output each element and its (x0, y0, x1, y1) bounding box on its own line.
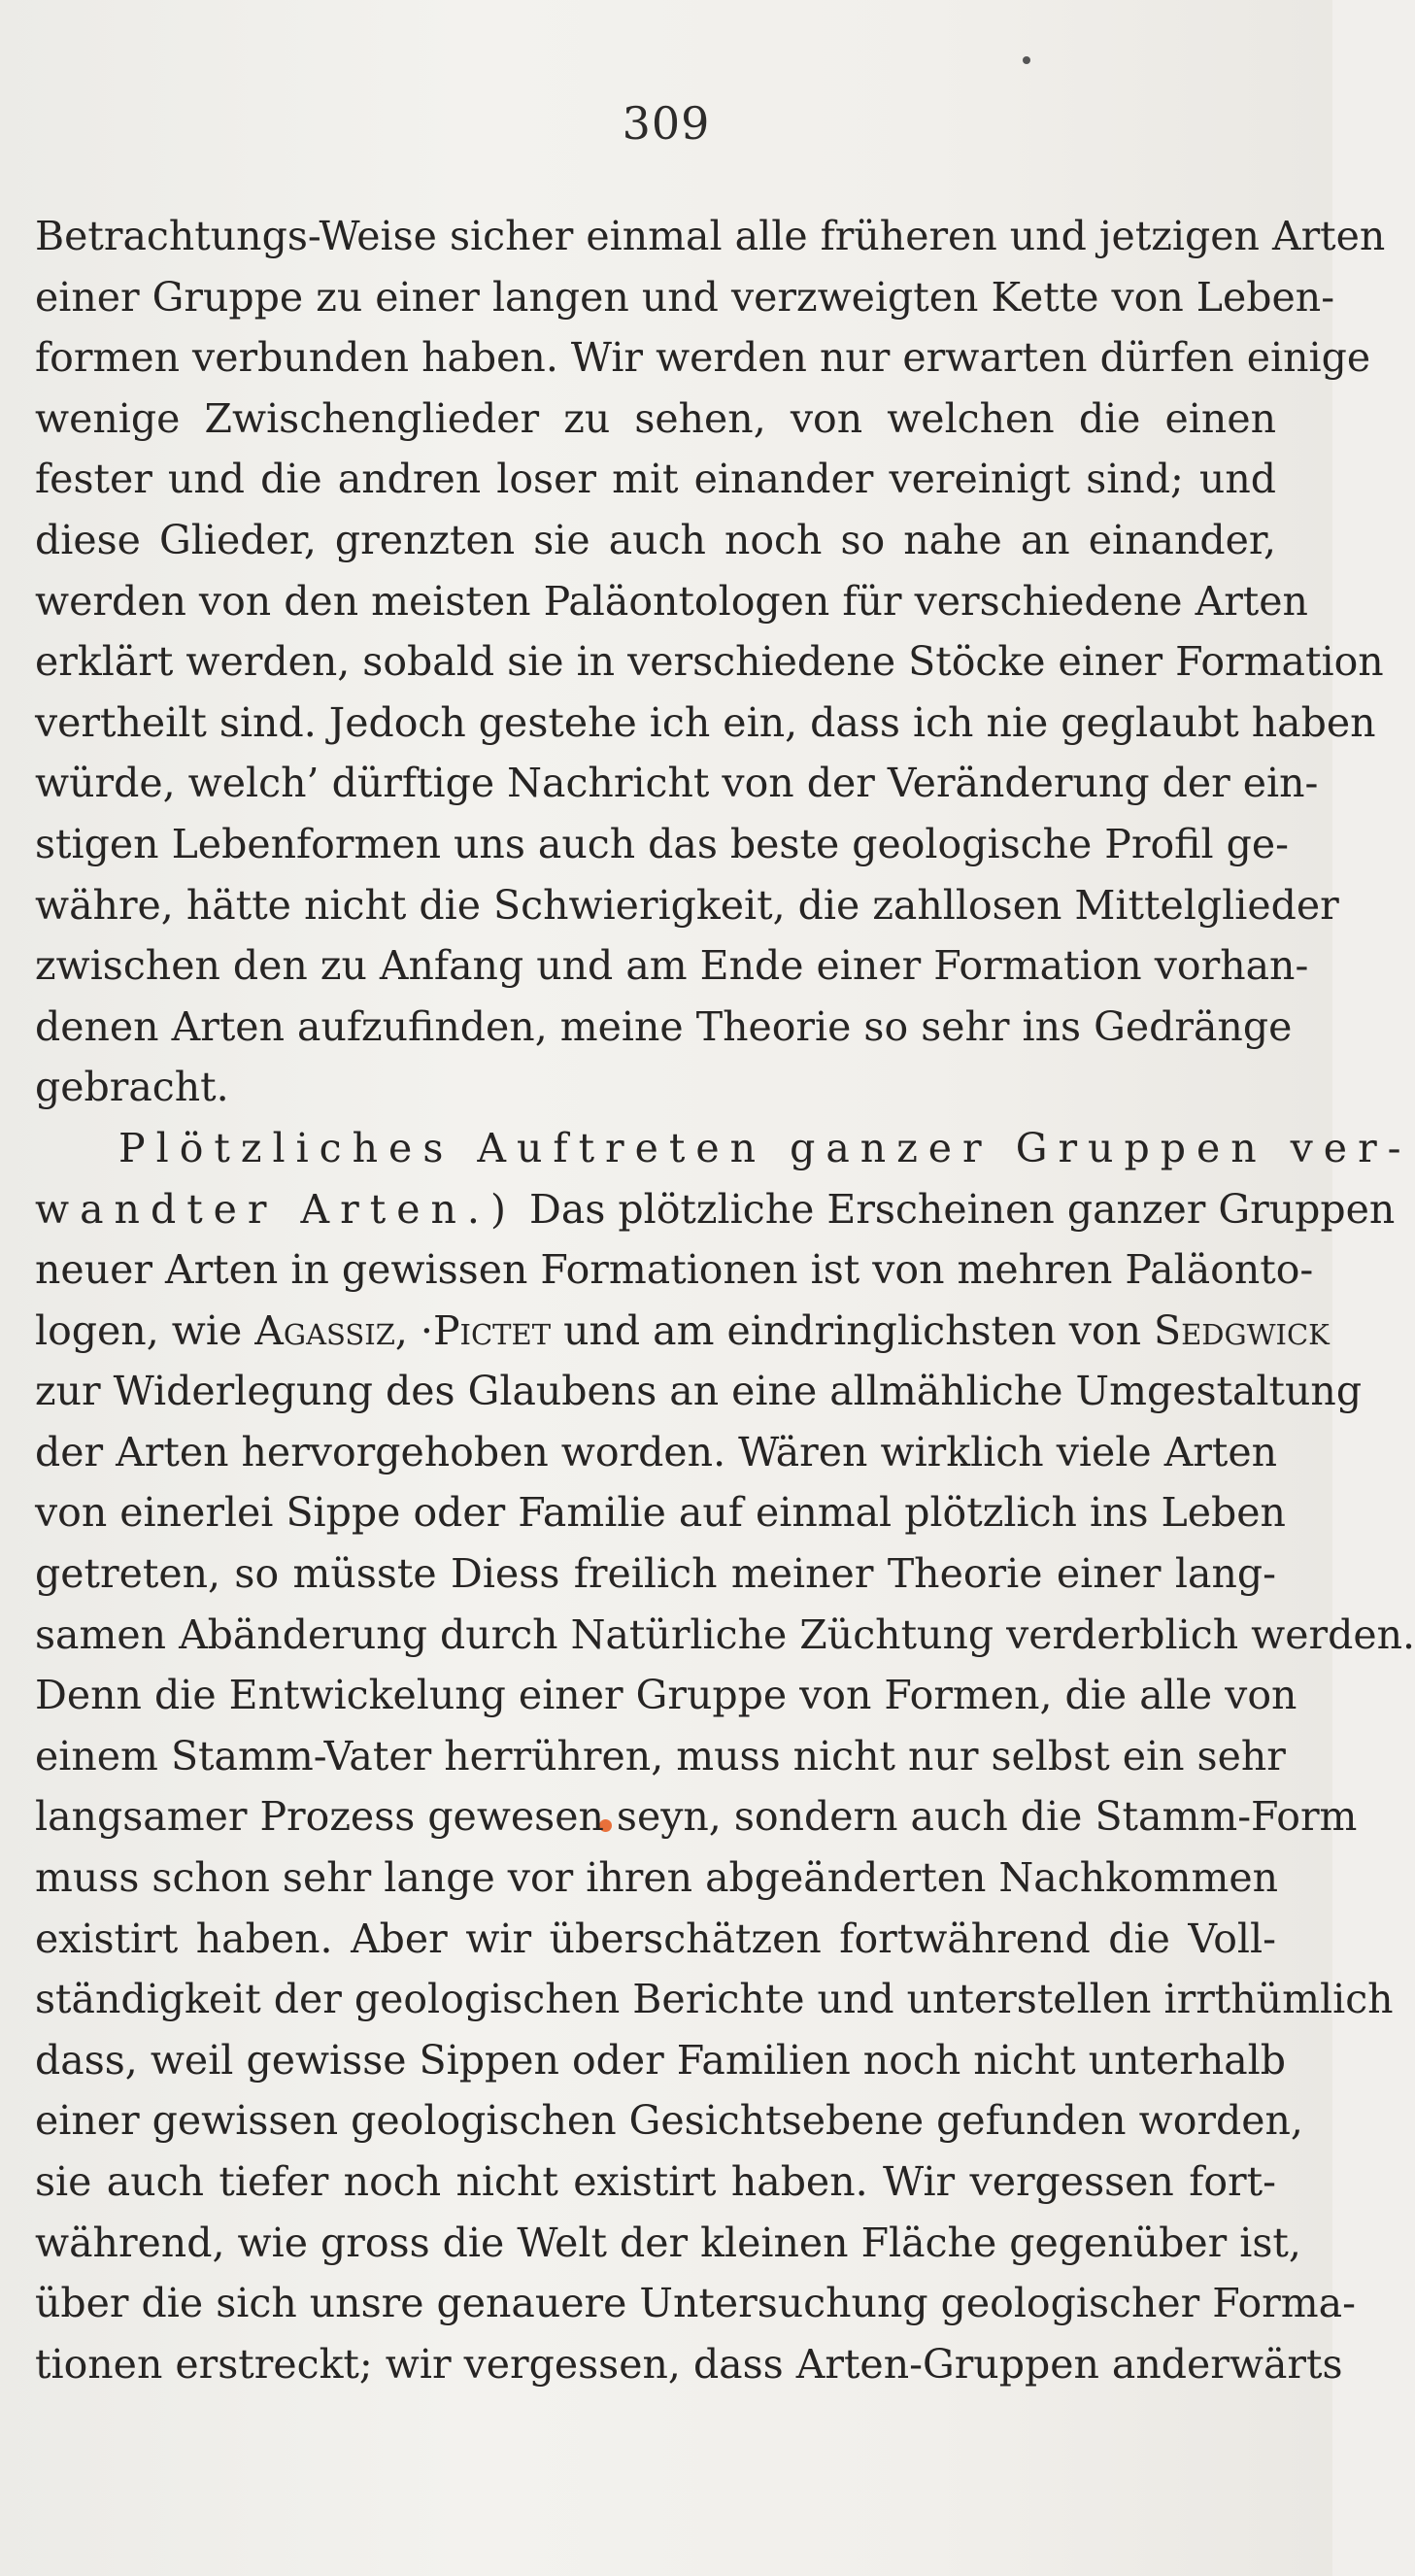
text-line: ständigkeit der geologischen Berichte und unterstellen irrthümlich (35, 1976, 1394, 2023)
text-line: denen Arten aufzufinden, meine Theorie so sehr ins Gedränge (35, 1002, 1293, 1050)
text-line: existirt haben. Aber wir überschätzen fortwährend die Voll- (35, 1915, 1276, 1962)
text-line: muss schon sehr lange vor ihren abgeänderten Nachkommen (35, 1854, 1279, 1902)
text-line: über die sich unsre genauere Untersuchung geologischer Forma- (35, 2280, 1356, 2327)
text-line: gebracht. (35, 1064, 229, 1111)
text-line: einem Stamm-Vater herrühren, muss nicht nur selbst ein sehr (35, 1732, 1286, 1779)
author-name-pictet: Pictet (432, 1306, 552, 1354)
text-line: einer gewissen geologischen Gesichtsebene gefunden worden, (35, 2097, 1303, 2145)
text-line: während, wie gross die Welt der kleinen Fläche gegenüber ist, (35, 2219, 1301, 2266)
text-fragment: logen, wie (35, 1306, 243, 1354)
text-line: samen Abänderung durch Natürliche Züchtung verderblich werden. (35, 1610, 1415, 1658)
text-line: dass, weil gewisse Sippen oder Familien noch nicht unterhalb (35, 2036, 1287, 2084)
text-line: zwischen den zu Anfang und am Ende einer Formation vorhan- (35, 942, 1309, 990)
text-line: getreten, so müsste Diess freilich meiner Theorie einer lang- (35, 1550, 1276, 1598)
text-line: langsamer Prozess gewesen seyn, sondern auch die Stamm-Form (35, 1793, 1358, 1841)
ink-speck (1023, 56, 1030, 64)
text-fragment: Das plötzliche Erscheinen ganzer Gruppen (529, 1185, 1396, 1233)
body-text (35, 206, 1415, 2394)
text-fragment: , · (394, 1306, 433, 1354)
author-name-agassiz: Agassiz (254, 1306, 395, 1354)
text-line: zur Widerlegung des Glaubens an eine allmähliche Umgestaltung (35, 1368, 1363, 1415)
text-line: von einerlei Sippe oder Familie auf einmal plötzlich ins Leben (35, 1489, 1286, 1537)
section-heading-part1: Plötzliches Auftreten ganzer Gruppen ver- (118, 1124, 1412, 1171)
section-heading-line-2 (35, 1179, 1396, 1240)
text-line: einer Gruppe zu einer langen und verzweigten Kette von Leben- (35, 273, 1335, 321)
text-line: fester und die andren loser mit einander vereinigt sind; und (35, 456, 1276, 503)
page-number: 309 (622, 97, 711, 150)
text-line: der Arten hervorgehoben worden. Wären wirklich viele Arten (35, 1428, 1278, 1475)
section-heading-line (35, 1118, 1412, 1179)
section-heading-part2: wandter Arten.) (35, 1185, 517, 1233)
text-line: diese Glieder, grenzten sie auch noch so nahe an einander, (35, 516, 1276, 563)
text-line: formen verbunden haben. Wir werden nur erwarten dürfen einige (35, 334, 1371, 382)
text-line: tionen erstreckt; wir vergessen, dass Arten-Gruppen anderwärts (35, 2340, 1343, 2388)
text-line: sie auch tiefer noch nicht existirt haben. Wir vergessen fort- (35, 2158, 1276, 2205)
text-line: würde, welch’ dürftige Nachricht von der Veränderung der ein- (35, 760, 1319, 807)
author-name-sedgwick: Sedgwick (1154, 1306, 1330, 1354)
text-line: erklärt werden, sobald sie in verschiedene Stöcke einer Formation (35, 638, 1384, 686)
text-line: Denn die Entwickelung einer Gruppe von Formen, die alle von (35, 1672, 1297, 1719)
text-line: neuer Arten in gewissen Formationen ist von mehren Paläonto- (35, 1246, 1314, 1294)
text-line: Betrachtungs-Weise sicher einmal alle früheren und jetzigen Arten (35, 213, 1386, 259)
text-line: währe, hätte nicht die Schwierigkeit, die zahllosen Mittelglieder (35, 881, 1339, 929)
names-line (35, 1301, 1330, 1362)
text-line: vertheilt sind. Jedoch gestehe ich ein, dass ich nie geglaubt haben (35, 698, 1376, 746)
text-fragment: und am eindringlichsten von (551, 1306, 1155, 1354)
text-line: werden von den meisten Paläontologen für verschiedene Arten (35, 577, 1308, 625)
text-line: stigen Lebenformen uns auch das beste geologische Profil ge- (35, 820, 1290, 867)
text-line: wenige Zwischenglieder zu sehen, von welchen die einen (35, 394, 1276, 442)
